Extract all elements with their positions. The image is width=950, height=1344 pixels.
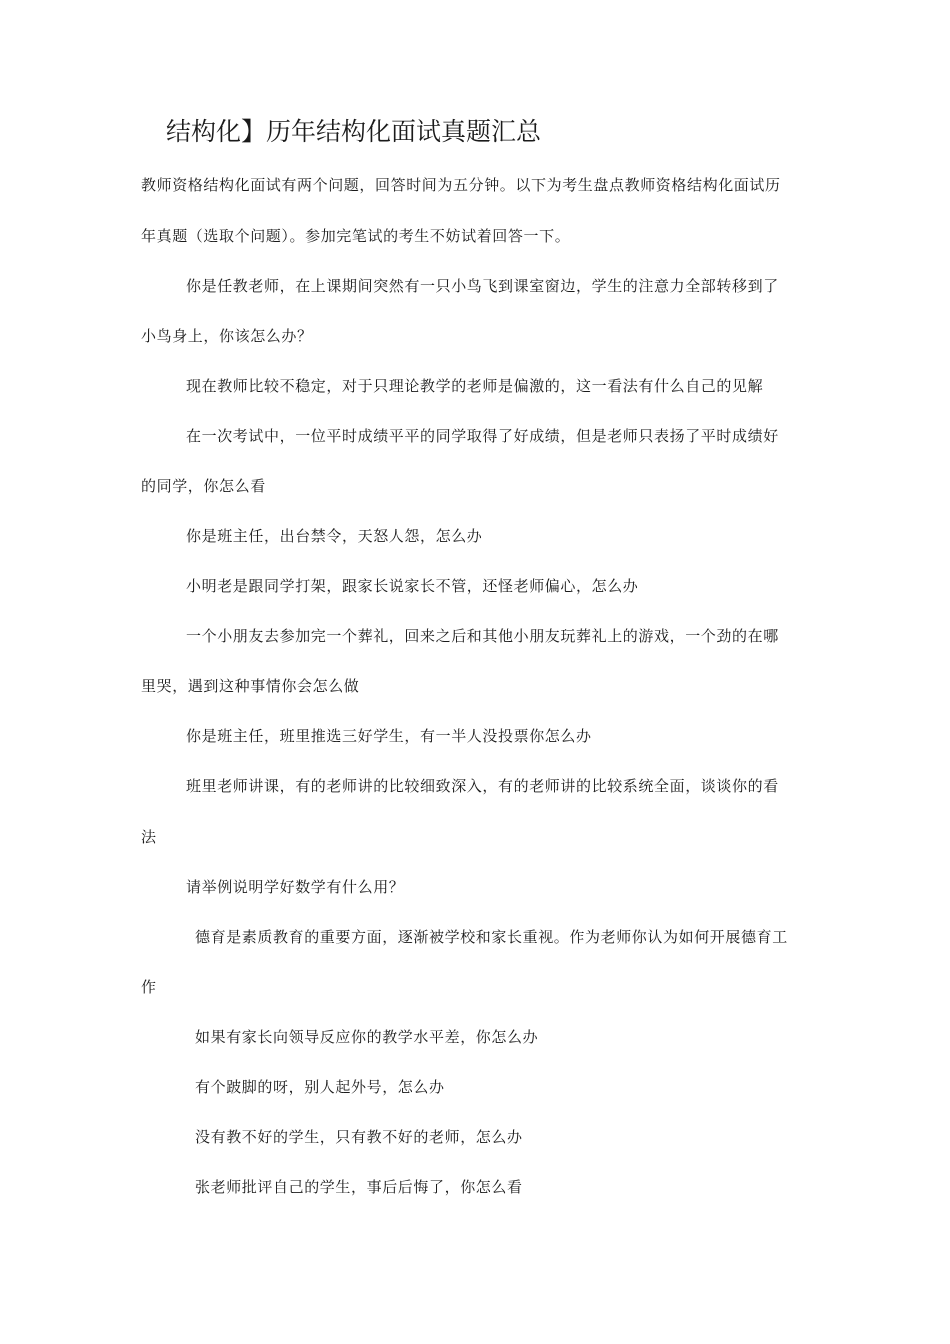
question-line: 请举例说明学好数学有什么用？ <box>186 878 405 896</box>
question-line: 没有教不好的学生，只有教不好的老师，怎么办 <box>195 1128 523 1146</box>
intro-line: 年真题（选取个问题）。参加完笔试的考生不妨试着回答一下。 <box>141 227 571 245</box>
document-title: 结构化】历年结构化面试真题汇总 <box>166 117 542 146</box>
question-line: 在一次考试中，一位平时成绩平平的同学取得了好成绩，但是老师只表扬了平时成绩好 <box>186 427 779 445</box>
question-line: 作 <box>141 978 157 996</box>
question-line: 法 <box>141 828 157 846</box>
question-line: 里哭，遇到这种事情你会怎么做 <box>141 677 360 695</box>
question-line: 现在教师比较不稳定，对于只理论教学的老师是偏激的，这一看法有什么自己的见解 <box>186 377 764 395</box>
question-line: 有个跛脚的呀，别人起外号，怎么办 <box>195 1078 445 1096</box>
question-line: 小明老是跟同学打架，跟家长说家长不管，还怪老师偏心，怎么办 <box>186 577 639 595</box>
intro-line: 教师资格结构化面试有两个问题，回答时间为五分钟。以下为考生盘点教师资格结构化面试历 <box>141 176 781 194</box>
question-line: 班里老师讲课，有的老师讲的比较细致深入，有的老师讲的比较系统全面，谈谈你的看 <box>186 777 779 795</box>
question-line: 你是班主任，出台禁令，天怒人怨，怎么办 <box>186 527 483 545</box>
question-line: 张老师批评自己的学生，事后后悔了，你怎么看 <box>195 1178 523 1196</box>
question-line: 一个小朋友去参加完一个葬礼，回来之后和其他小朋友玩葬礼上的游戏，一个劲的在哪 <box>186 627 779 645</box>
question-line: 的同学，你怎么看 <box>141 477 266 495</box>
question-line: 你是任教老师，在上课期间突然有一只小鸟飞到课室窗边，学生的注意力全部转移到了 <box>186 277 779 295</box>
question-line: 小鸟身上，你该怎么办？ <box>141 327 313 345</box>
question-line: 德育是素质教育的重要方面，逐渐被学校和家长重视。作为老师你认为如何开展德育工 <box>195 928 788 946</box>
question-line: 如果有家长向领导反应你的教学水平差，你怎么办 <box>195 1028 539 1046</box>
question-line: 你是班主任，班里推选三好学生，有一半人没投票你怎么办 <box>186 727 592 745</box>
